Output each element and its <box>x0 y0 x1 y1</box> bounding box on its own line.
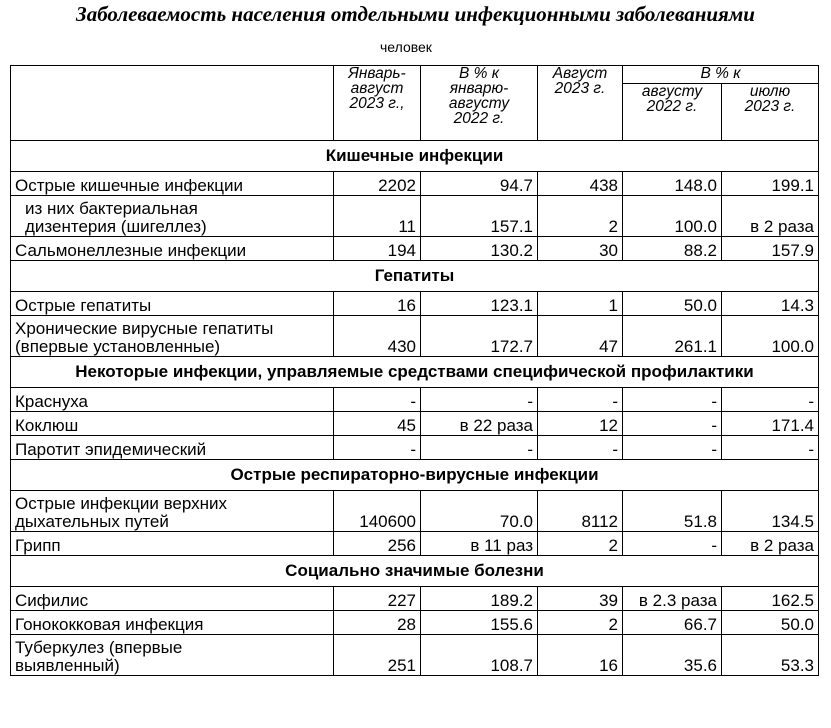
value-cell: 100.0 <box>623 196 722 237</box>
header-blank <box>11 66 334 141</box>
value-cell: 28 <box>334 611 421 635</box>
value-cell: 94.7 <box>421 172 538 196</box>
section-header-row <box>11 357 819 388</box>
value-cell: 12 <box>538 412 623 436</box>
value-cell: - <box>722 436 819 460</box>
section-header-row <box>11 556 819 587</box>
value-cell: 157.9 <box>722 237 819 261</box>
row-label <box>11 292 334 316</box>
value-cell: 35.6 <box>623 635 722 676</box>
value-cell: - <box>623 436 722 460</box>
row-label-line: Хронические вирусные гепатиты <box>15 319 274 338</box>
value-cell: 438 <box>538 172 623 196</box>
value-cell: 30 <box>538 237 623 261</box>
row-label-line: Острые кишечные инфекции <box>15 176 243 195</box>
value-cell: 53.3 <box>722 635 819 676</box>
value-cell: 256 <box>334 532 421 556</box>
infection-table <box>10 65 819 676</box>
value-cell: 47 <box>538 316 623 357</box>
table-row <box>11 611 819 635</box>
section-header-row <box>11 261 819 292</box>
table-row <box>11 292 819 316</box>
value-cell: - <box>334 436 421 460</box>
table-row <box>11 196 819 237</box>
row-label <box>11 611 334 635</box>
value-cell: 11 <box>334 196 421 237</box>
value-cell: 16 <box>334 292 421 316</box>
row-label-line: Паротит эпидемический <box>15 440 207 459</box>
value-cell: 261.1 <box>623 316 722 357</box>
table-row <box>11 172 819 196</box>
header-aug-2023: Август 2023 г. <box>538 66 623 141</box>
value-cell: в 2 раза <box>722 196 819 237</box>
value-cell: 88.2 <box>623 237 722 261</box>
value-cell: 134.5 <box>722 491 819 532</box>
value-cell: в 11 раз <box>421 532 538 556</box>
value-cell: - <box>421 388 538 412</box>
table-row <box>11 412 819 436</box>
header-jan-aug-2023: Январь- август 2023 г., <box>334 66 421 141</box>
row-label <box>11 196 334 237</box>
row-label-line: (впервые установленные) <box>15 337 221 356</box>
value-cell: - <box>421 436 538 460</box>
value-cell: 2 <box>538 611 623 635</box>
value-cell: - <box>538 436 623 460</box>
value-cell: 39 <box>538 587 623 611</box>
table-row <box>11 532 819 556</box>
table-row <box>11 587 819 611</box>
value-cell: в 2.3 раза <box>623 587 722 611</box>
value-cell: 157.1 <box>421 196 538 237</box>
section-title: Некоторые инфекции, управляемые средствами специфической профилактики <box>11 357 819 388</box>
value-cell: в 22 раза <box>421 412 538 436</box>
table-row <box>11 436 819 460</box>
value-cell: 171.4 <box>722 412 819 436</box>
value-cell: 162.5 <box>722 587 819 611</box>
value-cell: 45 <box>334 412 421 436</box>
value-cell: 189.2 <box>421 587 538 611</box>
unit-label: человек <box>380 39 432 55</box>
value-cell: - <box>722 388 819 412</box>
row-label-line: Туберкулез (впервые <box>15 638 183 657</box>
header-pct-jan-aug-2022: В % к январю- августу 2022 г. <box>421 66 538 141</box>
value-cell: - <box>623 388 722 412</box>
value-cell: 155.6 <box>421 611 538 635</box>
row-label-line: Коклюш <box>15 416 79 435</box>
page-title: Заболеваемость населения отдельными инфекционными заболеваниями <box>76 2 755 26</box>
row-label-line: Острые инфекции верхних <box>15 494 228 513</box>
value-cell: 199.1 <box>722 172 819 196</box>
value-cell: 108.7 <box>421 635 538 676</box>
value-cell: 1 <box>538 292 623 316</box>
row-label <box>11 412 334 436</box>
row-label-line: Краснуха <box>15 392 88 411</box>
row-label <box>11 436 334 460</box>
value-cell: 66.7 <box>623 611 722 635</box>
section-header-row <box>11 460 819 491</box>
row-label-line: Гонококковая инфекция <box>15 615 204 634</box>
row-label-line: Сальмонеллезные инфекции <box>15 241 247 260</box>
value-cell: 194 <box>334 237 421 261</box>
row-label-line: Сифилис <box>15 591 89 610</box>
row-label <box>11 635 334 676</box>
value-cell: - <box>623 532 722 556</box>
header-aug-2022: августу 2022 г. <box>623 84 722 141</box>
section-header-row <box>11 141 819 172</box>
table-row <box>11 635 819 676</box>
value-cell: 430 <box>334 316 421 357</box>
table-row <box>11 388 819 412</box>
row-label-line: Грипп <box>15 536 61 555</box>
value-cell: 140600 <box>334 491 421 532</box>
value-cell: - <box>334 388 421 412</box>
value-cell: 51.8 <box>623 491 722 532</box>
value-cell: 123.1 <box>421 292 538 316</box>
table-row <box>11 491 819 532</box>
row-label <box>11 237 334 261</box>
value-cell: 148.0 <box>623 172 722 196</box>
value-cell: 130.2 <box>421 237 538 261</box>
table-row <box>11 237 819 261</box>
value-cell: 227 <box>334 587 421 611</box>
value-cell: в 2 раза <box>722 532 819 556</box>
value-cell: - <box>623 412 722 436</box>
row-label <box>11 316 334 357</box>
section-title: Острые респираторно-вирусные инфекции <box>11 460 819 491</box>
section-title: Гепатиты <box>11 261 819 292</box>
value-cell: 50.0 <box>722 611 819 635</box>
value-cell: 50.0 <box>623 292 722 316</box>
value-cell: 2 <box>538 532 623 556</box>
header-pct-group: В % к <box>623 66 819 84</box>
section-title: Кишечные инфекции <box>11 141 819 172</box>
row-label-line: Острые гепатиты <box>15 296 152 315</box>
section-title: Социально значимые болезни <box>11 556 819 587</box>
table-row <box>11 316 819 357</box>
row-label-line: дизентерия (шигеллез) <box>25 217 207 236</box>
row-label <box>11 172 334 196</box>
value-cell: 14.3 <box>722 292 819 316</box>
value-cell: 16 <box>538 635 623 676</box>
value-cell: 2 <box>538 196 623 237</box>
row-label <box>11 587 334 611</box>
row-label <box>11 532 334 556</box>
row-label-line: дыхательных путей <box>15 512 169 531</box>
row-label-line: из них бактериальная <box>25 199 198 218</box>
value-cell: - <box>538 388 623 412</box>
row-label-line: выявленный) <box>15 656 120 675</box>
value-cell: 251 <box>334 635 421 676</box>
value-cell: 100.0 <box>722 316 819 357</box>
value-cell: 8112 <box>538 491 623 532</box>
row-label <box>11 491 334 532</box>
header-jul-2023: июлю 2023 г. <box>722 84 819 141</box>
row-label <box>11 388 334 412</box>
value-cell: 70.0 <box>421 491 538 532</box>
value-cell: 172.7 <box>421 316 538 357</box>
value-cell: 2202 <box>334 172 421 196</box>
